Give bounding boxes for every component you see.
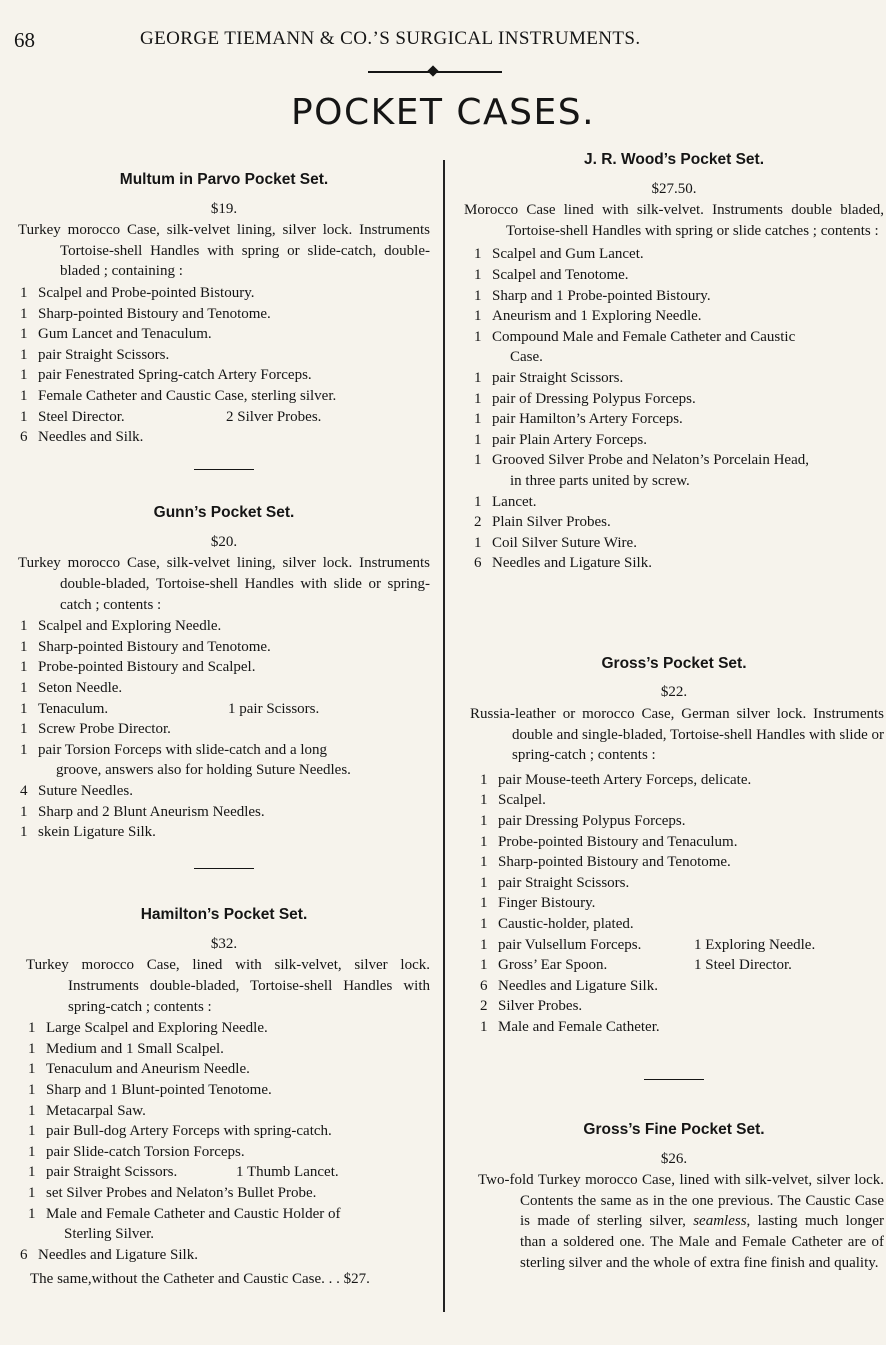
item-text: Steel Director. — [38, 408, 125, 425]
set-title: Multum in Parvo Pocket Set. — [119, 171, 329, 188]
item-quantity: 1 — [480, 792, 488, 809]
item-quantity: 1 — [474, 266, 482, 283]
list-item — [472, 409, 884, 430]
description-text: , lasting much longer than a soldered one. The Male and Female Catheter are of sterling silver and the whole of extra fine finish and quality. — [520, 1213, 884, 1271]
list-item — [472, 533, 884, 554]
set-price: $32. — [210, 935, 238, 952]
item-text: pair Straight Scissors. — [46, 1164, 178, 1181]
list-item — [26, 1039, 430, 1060]
list-item — [472, 553, 884, 574]
set-description: Russia-leather or morocco Case, German silver lock. Instruments double and single-bladed, Tortoise-shell Handles with slide or spring-catch ; contents : — [470, 706, 884, 764]
item-quantity: 1 — [474, 328, 482, 345]
item-extra: 2 Silver Probes. — [226, 408, 322, 425]
list-item — [18, 637, 430, 658]
item-quantity: 1 — [20, 387, 28, 404]
item-text — [492, 327, 884, 368]
item-extra: 1 Thumb Lancet. — [236, 1164, 339, 1181]
item-text — [38, 740, 430, 781]
item-quantity: 1 — [20, 305, 28, 322]
item-quantity: 1 — [474, 452, 482, 469]
set-title: J. R. Wood’s Pocket Set. — [583, 151, 764, 168]
item-quantity: 1 — [474, 369, 482, 386]
item-text: pair Hamilton’s Artery Forceps. — [492, 411, 683, 428]
list-item — [472, 286, 884, 307]
list-item — [472, 327, 884, 368]
column-divider — [443, 160, 445, 1312]
list-item — [26, 1080, 430, 1101]
set-hamiltons — [18, 905, 430, 1290]
item-quantity: 1 — [28, 1143, 36, 1160]
item-quantity: 6 — [480, 977, 488, 994]
item-text: pair Dressing Polypus Forceps. — [498, 813, 686, 830]
item-text: Sharp and 2 Blunt Aneurism Needles. — [38, 803, 265, 820]
item-quantity: 1 — [20, 367, 28, 384]
item-quantity: 1 — [474, 411, 482, 428]
set-description: Turkey morocco Case, lined with silk-velvet, silver lock. Instruments double-bladed, Tortoise-shell Handles with spring-catch ; contents : — [26, 957, 430, 1015]
item-extra: 1 Exploring Needle. — [694, 936, 816, 953]
item-quantity: 1 — [28, 1040, 36, 1057]
item-text: set Silver Probes and Nelaton’s Bullet Probe. — [46, 1184, 317, 1201]
item-text: Gum Lancet and Tenaculum. — [38, 326, 212, 343]
list-item — [478, 996, 884, 1017]
list-item — [18, 283, 430, 304]
list-item — [478, 790, 884, 811]
item-text: Needles and Ligature Silk. — [492, 555, 652, 572]
item-text: Tenaculum and Aneurism Needle. — [46, 1061, 250, 1078]
item-text: pair Slide-catch Torsion Forceps. — [46, 1143, 245, 1160]
item-text: Gross’ Ear Spoon. — [498, 957, 608, 974]
item-text: Sharp-pointed Bistoury and Tenotome. — [498, 854, 731, 871]
item-quantity: 1 — [474, 287, 482, 304]
item-text: Suture Needles. — [38, 782, 133, 799]
item-text — [492, 450, 884, 491]
item-text: Probe-pointed Bistoury and Scalpel. — [38, 659, 256, 676]
item-quantity: 1 — [28, 1164, 36, 1181]
set-multum-in-parvo — [18, 170, 430, 448]
list-item — [478, 955, 884, 976]
set-price: $22. — [660, 684, 688, 701]
page-number: 68 — [14, 28, 35, 52]
item-quantity: 2 — [474, 514, 482, 531]
list-item — [18, 616, 430, 637]
item-text: Coil Silver Suture Wire. — [492, 534, 637, 551]
section-rule — [194, 469, 254, 471]
item-quantity: 1 — [480, 957, 488, 974]
item-text: Scalpel and Gum Lancet. — [492, 246, 644, 263]
item-quantity: 1 — [480, 833, 488, 850]
item-quantity: 6 — [474, 555, 482, 572]
item-quantity: 1 — [20, 284, 28, 301]
set-price: $19. — [210, 200, 238, 217]
list-item — [26, 1059, 430, 1080]
item-text: Plain Silver Probes. — [492, 514, 611, 531]
item-text: Needles and Ligature Silk. — [38, 1246, 198, 1263]
set-price: $26. — [660, 1150, 688, 1167]
item-text: Sharp-pointed Bistoury and Tenotome. — [38, 305, 271, 322]
list-item — [478, 873, 884, 894]
description-emphasis: seamless — [693, 1213, 747, 1230]
list-item — [26, 1204, 430, 1245]
running-title: GEORGE TIEMANN & CO.’S SURGICAL INSTRUMENTS. — [140, 28, 641, 49]
set-price: $20. — [210, 533, 238, 550]
item-quantity: 1 — [474, 390, 482, 407]
item-list — [472, 244, 884, 574]
list-item — [18, 386, 430, 407]
item-text: Sharp and 1 Blunt-pointed Tenotome. — [46, 1081, 272, 1098]
item-quantity: 1 — [20, 659, 28, 676]
set-title: Gunn’s Pocket Set. — [153, 504, 295, 522]
list-item — [18, 365, 430, 386]
list-item — [478, 914, 884, 935]
list-item — [472, 492, 884, 513]
item-quantity: 1 — [480, 916, 488, 932]
set-description — [464, 1170, 884, 1273]
list-item — [26, 1183, 430, 1204]
item-text-continuation: Sterling Silver. — [64, 1226, 154, 1243]
item-quantity: 1 — [474, 431, 482, 448]
section-rule — [644, 1079, 704, 1081]
left-column — [18, 170, 430, 1290]
item-quantity: 1 — [480, 874, 488, 891]
item-list — [18, 283, 430, 448]
page-title: POCKET CASES. — [290, 92, 596, 133]
item-text: pair Bull-dog Artery Forceps with spring-catch. — [46, 1123, 332, 1140]
item-quantity: 1 — [28, 1102, 36, 1119]
description-text: Two-fold Turkey morocco Case, lined with silk-velvet, silver lock. Contents the same as in the one previous. The Caustic Case is made of sterling silver, — [478, 1172, 884, 1230]
list-item — [478, 770, 884, 791]
list-item — [26, 1101, 430, 1122]
list-item — [18, 802, 430, 823]
item-text: Male and Female Catheter. — [498, 1018, 660, 1035]
set-title: Gross’s Fine Pocket Set. — [583, 1121, 765, 1139]
item-quantity: 1 — [20, 618, 28, 635]
item-quantity: 1 — [474, 534, 482, 551]
ornament-rule — [368, 71, 502, 73]
list-item — [472, 450, 884, 491]
item-text-continuation: groove, answers also for holding Suture Needles. — [56, 762, 351, 779]
item-quantity: 1 — [480, 813, 488, 830]
item-quantity: 6 — [20, 1246, 28, 1263]
list-item — [26, 1142, 430, 1163]
item-text-line: Grooved Silver Probe and Nelaton’s Porcelain Head, — [492, 452, 809, 469]
item-quantity: 1 — [20, 679, 28, 696]
item-quantity: 1 — [20, 638, 28, 655]
list-item — [478, 1017, 884, 1038]
item-text: Sharp-pointed Bistoury and Tenotome. — [38, 638, 271, 655]
item-text: pair of Dressing Polypus Forceps. — [492, 390, 696, 407]
item-quantity: 1 — [28, 1123, 36, 1140]
item-quantity: 1 — [480, 895, 488, 912]
set-title: Hamilton’s Pocket Set. — [140, 906, 308, 924]
list-item — [26, 1121, 430, 1142]
item-text: Metacarpal Saw. — [46, 1102, 146, 1119]
item-text: Lancet. — [492, 493, 537, 510]
item-quantity: 1 — [20, 326, 28, 343]
item-text: Large Scalpel and Exploring Needle. — [46, 1020, 268, 1037]
item-text: pair Mouse-teeth Artery Forceps, delicate. — [498, 771, 752, 788]
item-text: Medium and 1 Small Scalpel. — [46, 1040, 224, 1057]
item-quantity: 1 — [28, 1081, 36, 1098]
item-text: pair Straight Scissors. — [492, 369, 624, 386]
item-quantity: 1 — [474, 246, 482, 263]
item-text: Scalpel and Exploring Needle. — [38, 618, 222, 635]
list-item — [18, 699, 430, 720]
list-item — [18, 345, 430, 366]
item-text: Caustic-holder, plated. — [498, 916, 634, 932]
item-quantity: 1 — [28, 1184, 36, 1201]
list-item — [18, 657, 430, 678]
item-quantity: 1 — [480, 1018, 488, 1035]
set-gross-fine — [464, 1120, 884, 1273]
set-footer-note: The same,without the Catheter and Caustic Case. . . $27. — [30, 1271, 370, 1288]
item-text: Silver Probes. — [498, 998, 583, 1015]
list-item — [478, 935, 884, 956]
item-list — [18, 616, 430, 843]
item-text-continuation: Case. — [510, 349, 543, 366]
list-item — [478, 976, 884, 997]
item-text-continuation: in three parts united by screw. — [510, 472, 690, 489]
item-quantity: 1 — [20, 346, 28, 363]
item-quantity: 1 — [474, 493, 482, 510]
item-quantity: 1 — [20, 721, 28, 738]
item-text: Female Catheter and Caustic Case, sterling silver. — [38, 387, 337, 404]
list-item — [18, 781, 430, 802]
item-text: Needles and Silk. — [38, 429, 144, 446]
set-price: $27.50. — [651, 180, 697, 197]
section-rule — [194, 868, 254, 870]
item-quantity: 1 — [480, 771, 488, 788]
item-text: Finger Bistoury. — [498, 895, 596, 912]
item-quantity: 1 — [20, 700, 28, 717]
list-item — [18, 1245, 430, 1266]
list-item — [478, 832, 884, 853]
item-extra: 1 pair Scissors. — [228, 700, 320, 717]
list-item — [478, 811, 884, 832]
set-gunns — [18, 503, 430, 843]
item-text: pair Plain Artery Forceps. — [492, 431, 647, 448]
item-extra: 1 Steel Director. — [694, 957, 792, 974]
list-item — [472, 512, 884, 533]
list-item — [472, 306, 884, 327]
list-item — [472, 368, 884, 389]
list-item — [18, 407, 430, 428]
item-quantity: 1 — [20, 741, 28, 758]
list-item — [26, 1162, 430, 1183]
list-item — [478, 852, 884, 873]
item-quantity: 1 — [20, 408, 28, 425]
set-description: Morocco Case lined with silk-velvet. Instruments double bladed, Tortoise-shell Handles with spring or slide catches ; contents : — [464, 202, 884, 239]
list-item — [18, 324, 430, 345]
set-title: Gross’s Pocket Set. — [601, 654, 747, 672]
item-quantity: 1 — [480, 936, 488, 953]
item-text: Scalpel and Tenotome. — [492, 266, 629, 283]
list-item — [18, 427, 430, 448]
item-quantity: 4 — [20, 782, 28, 799]
item-text: Scalpel. — [498, 792, 546, 809]
list-item — [18, 304, 430, 325]
right-column — [464, 150, 884, 1273]
item-text: Needles and Ligature Silk. — [498, 977, 658, 994]
item-quantity: 1 — [20, 803, 28, 820]
list-item — [18, 719, 430, 740]
item-text: skein Ligature Silk. — [38, 824, 156, 841]
item-quantity: 6 — [20, 429, 28, 446]
item-text: Sharp and 1 Probe-pointed Bistoury. — [492, 287, 711, 304]
item-text: pair Vulsellum Forceps. — [498, 936, 642, 953]
set-jr-woods — [464, 150, 884, 574]
list-item — [472, 244, 884, 265]
item-text: pair Straight Scissors. — [38, 346, 170, 363]
item-text — [46, 1204, 430, 1245]
list-item — [18, 678, 430, 699]
item-text: Tenaculum. — [38, 700, 109, 717]
item-quantity: 1 — [28, 1020, 36, 1037]
list-item — [26, 1018, 430, 1039]
item-text: Probe-pointed Bistoury and Tenaculum. — [498, 833, 738, 850]
item-list — [20, 1018, 430, 1265]
list-item — [18, 740, 430, 781]
list-item — [472, 389, 884, 410]
set-description: Turkey morocco Case, silk-velvet lining, silver lock. Instruments Tortoise-shell Handles with spring or slide-catch, double-bladed ; containing : — [18, 222, 430, 280]
item-quantity: 1 — [28, 1205, 36, 1222]
set-gross — [464, 654, 884, 1038]
item-quantity: 1 — [28, 1061, 36, 1078]
item-text: Scalpel and Probe-pointed Bistoury. — [38, 284, 255, 301]
item-quantity: 1 — [474, 308, 482, 325]
item-text: pair Fenestrated Spring-catch Artery Forceps. — [38, 367, 312, 384]
item-text: Aneurism and 1 Exploring Needle. — [492, 308, 702, 325]
list-item — [472, 430, 884, 451]
item-quantity: 1 — [480, 854, 488, 871]
set-description: Turkey morocco Case, silk-velvet lining, silver lock. Instruments double-bladed, Tortoise-shell Handles with slide or spring-catch ; contents : — [18, 555, 430, 613]
item-text-line: pair Torsion Forceps with slide-catch and a long — [38, 741, 328, 758]
item-quantity: 2 — [480, 998, 488, 1015]
item-text: Seton Needle. — [38, 679, 123, 696]
list-item — [472, 265, 884, 286]
item-text-line: Compound Male and Female Catheter and Caustic — [492, 328, 796, 345]
item-text: pair Straight Scissors. — [498, 874, 630, 891]
item-list — [478, 770, 884, 1038]
item-text-line: Male and Female Catheter and Caustic Holder of — [46, 1205, 341, 1222]
list-item — [18, 822, 430, 843]
list-item — [478, 893, 884, 914]
item-quantity: 1 — [20, 824, 28, 841]
item-text: Screw Probe Director. — [38, 721, 171, 738]
